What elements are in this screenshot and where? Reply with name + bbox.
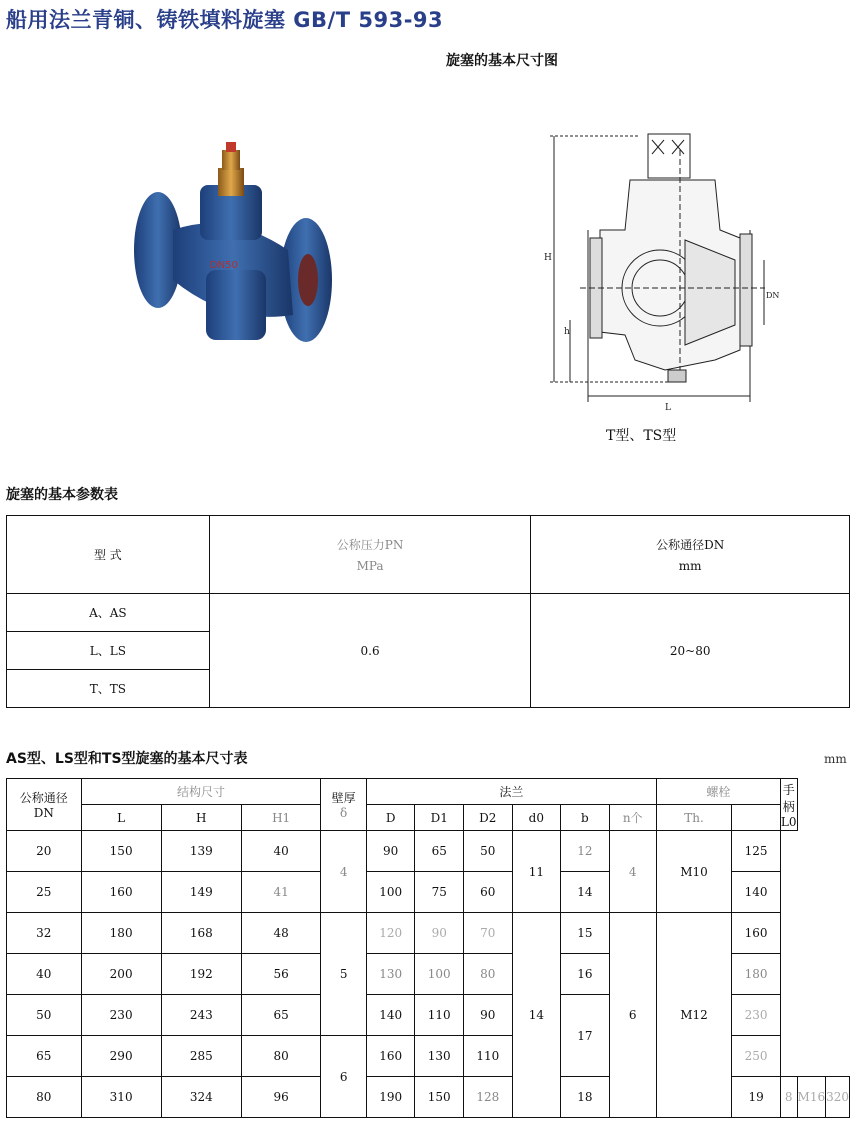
cell-d: 190 (366, 1077, 415, 1118)
dims-table (6, 778, 850, 1118)
cell-d2: 50 (464, 831, 513, 872)
subheader-h1: H1 (241, 805, 321, 831)
cell-n: 8 (780, 1077, 797, 1118)
cell-dn: 20 (7, 831, 82, 872)
cell-wall: 4 (321, 831, 366, 913)
header-dn (531, 516, 850, 594)
cell-wall: 5 (321, 913, 366, 1036)
header-wall-sym: δ (340, 806, 348, 820)
cell-d2: 70 (464, 913, 513, 954)
cell-dn: 25 (7, 872, 82, 913)
cell-b: 19 (732, 1077, 781, 1118)
cell-d2: 80 (464, 954, 513, 995)
subheader-l: L (81, 805, 161, 831)
dim-label-h-upper: H (544, 253, 552, 263)
header-handle (780, 779, 797, 831)
cell-l: 230 (81, 995, 161, 1036)
cell-h: 243 (161, 995, 241, 1036)
dims-table-title: AS型、LS型和TS型旋塞的基本尺寸表 (6, 751, 248, 767)
cell-h1: 65 (241, 995, 321, 1036)
cell-d1: 100 (415, 954, 464, 995)
cell-h: 324 (161, 1077, 241, 1118)
subheader-h: H (161, 805, 241, 831)
cell-l: 290 (81, 1036, 161, 1077)
valve-photo (128, 140, 338, 365)
cell-l: 160 (81, 872, 161, 913)
header-wall (321, 779, 366, 831)
dim-label-h-lower: h (564, 327, 570, 337)
cell-d: 120 (366, 913, 415, 954)
cell-b: 16 (561, 954, 610, 995)
subheader-n: n个 (609, 805, 656, 831)
cell-th: M12 (656, 913, 731, 1118)
pn-value: 0.6 (209, 594, 531, 708)
cell-l: 200 (81, 954, 161, 995)
cell-d1: 130 (415, 1036, 464, 1077)
cell-th: M16 (797, 1077, 826, 1118)
header-dn-label: 公称通径DN (656, 538, 725, 552)
header-bolt: 螺栓 (656, 779, 780, 805)
cell-d2: 128 (464, 1077, 513, 1118)
cell-wall: 6 (321, 1036, 366, 1118)
cell-d: 90 (366, 831, 415, 872)
cell-l0: 180 (732, 954, 781, 995)
params-table (6, 515, 850, 708)
cell-l: 150 (81, 831, 161, 872)
svg-text:DN50: DN50 (210, 260, 238, 271)
subheader-d1: D1 (415, 805, 464, 831)
diagram-caption: T型、TS型 (606, 428, 677, 444)
header-dn (7, 779, 82, 831)
page-title: 船用法兰青铜、铸铁填料旋塞 GB/T 593-93 (6, 8, 444, 32)
cell-h: 285 (161, 1036, 241, 1077)
cell-l: 180 (81, 913, 161, 954)
subheader-b: b (561, 805, 610, 831)
cell-d: 160 (366, 1036, 415, 1077)
subheader-d: D (366, 805, 415, 831)
header-pn (209, 516, 531, 594)
cell-n: 4 (609, 831, 656, 913)
header-type: 型 式 (7, 516, 210, 594)
header-wall-label: 壁厚 (331, 791, 356, 805)
cell-d1: 90 (415, 913, 464, 954)
header-structure: 结构尺寸 (81, 779, 321, 805)
header-dn-unit: mm (678, 559, 702, 573)
cell-h1: 80 (241, 1036, 321, 1077)
cell-d2: 90 (464, 995, 513, 1036)
dim-label-dn: DN (766, 291, 780, 300)
header-pn-label: 公称压力PN (336, 538, 404, 552)
dims-table-unit: mm (824, 752, 847, 766)
cell-b: 12 (561, 831, 610, 872)
cell-d: 140 (366, 995, 415, 1036)
cell-h: 149 (161, 872, 241, 913)
cell-d2: 60 (464, 872, 513, 913)
header-handle-label: 手柄 (782, 782, 795, 814)
table-row (7, 913, 850, 954)
cell-dn: 40 (7, 954, 82, 995)
cell-n: 6 (609, 913, 656, 1118)
dn-value: 20~80 (531, 594, 850, 708)
header-handle-sym: L0 (780, 814, 797, 829)
cell-l0: 250 (732, 1036, 781, 1077)
subheader-d0: d0 (512, 805, 561, 831)
cell-h1: 96 (241, 1077, 321, 1118)
cell-l0: 230 (732, 995, 781, 1036)
cell-d2: 110 (464, 1036, 513, 1077)
cell-h1: 41 (241, 872, 321, 913)
valve-dimension-diagram (540, 120, 780, 420)
cell-h1: 48 (241, 913, 321, 954)
cell-th: M10 (656, 831, 731, 913)
cell-d0: 18 (561, 1077, 610, 1118)
cell-h: 168 (161, 913, 241, 954)
params-table-title: 旋塞的基本参数表 (6, 487, 118, 503)
type-cell: L、LS (7, 632, 210, 670)
dim-label-l: L (665, 403, 671, 413)
cell-b: 15 (561, 913, 610, 954)
cell-h1: 56 (241, 954, 321, 995)
header-dn-label: 公称通径 (19, 791, 68, 805)
type-cell: A、AS (7, 594, 210, 632)
cell-l: 310 (81, 1077, 161, 1118)
cell-h: 139 (161, 831, 241, 872)
cell-dn: 50 (7, 995, 82, 1036)
subheader-d2: D2 (464, 805, 513, 831)
cell-h1: 40 (241, 831, 321, 872)
cell-dn: 80 (7, 1077, 82, 1118)
cell-d1: 150 (415, 1077, 464, 1118)
header-dn-sub: DN (33, 806, 54, 820)
cell-d0: 11 (512, 831, 561, 913)
cell-dn: 65 (7, 1036, 82, 1077)
cell-d: 130 (366, 954, 415, 995)
cell-l0: 140 (732, 872, 781, 913)
header-flange: 法兰 (366, 779, 656, 805)
cell-l0: 320 (826, 1077, 850, 1118)
cell-d1: 110 (415, 995, 464, 1036)
cell-l0: 160 (732, 913, 781, 954)
cell-d: 100 (366, 872, 415, 913)
subheader-th: Th. (656, 805, 731, 831)
cell-d1: 65 (415, 831, 464, 872)
cell-b: 14 (561, 872, 610, 913)
cell-h: 192 (161, 954, 241, 995)
type-cell: T、TS (7, 670, 210, 708)
cell-d0: 14 (512, 913, 561, 1118)
cell-dn: 32 (7, 913, 82, 954)
cell-d1: 75 (415, 872, 464, 913)
diagram-title: 旋塞的基本尺寸图 (446, 53, 558, 69)
header-pn-unit: MPa (356, 559, 384, 573)
cell-b: 17 (561, 995, 610, 1077)
table-row (7, 831, 850, 872)
cell-l0: 125 (732, 831, 781, 872)
